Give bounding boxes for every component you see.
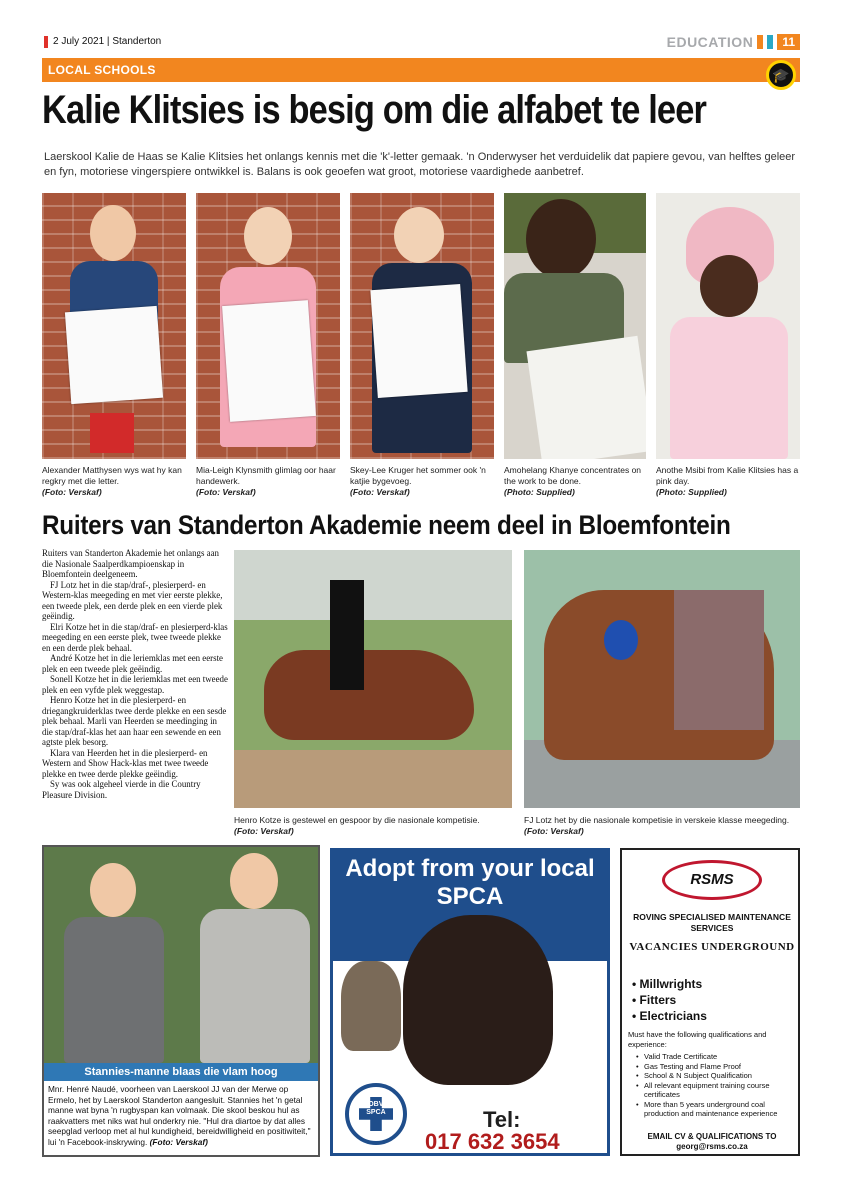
child-face xyxy=(526,199,596,279)
stannies-headline: Stannies-manne blaas die vlam hoog xyxy=(44,1063,318,1081)
rsms-vacancies: VACANCIES UNDERGROUND xyxy=(629,941,795,953)
child-body xyxy=(670,317,788,459)
worksheet xyxy=(526,336,646,459)
spca-logo xyxy=(345,1083,407,1145)
page-number: 11 xyxy=(777,34,800,50)
rsms-email-label: EMAIL CV & QUALIFICATIONS TO xyxy=(647,1132,777,1141)
photo-credit: (Photo: Supplied) xyxy=(656,487,727,497)
riders-headline: Ruiters van Standerton Akademie neem deel in Bloemfontein xyxy=(42,510,731,540)
child-face xyxy=(700,255,758,317)
spca-title: Adopt from your local SPCA xyxy=(345,855,595,910)
man-right-body xyxy=(200,909,310,1063)
paragraph: FJ Lotz het in die stap/draf-, plesierperd- en Western-klas meegeding en met vier eerste plekke, een tweede plek, een derde plek en een vierde plek geëindig. xyxy=(42,579,223,621)
teal-bar-icon xyxy=(767,35,773,49)
section-header xyxy=(667,34,800,50)
photo-credit: (Foto: Verskaf) xyxy=(350,487,410,497)
caption-amohelang xyxy=(504,465,646,498)
list-item: • More than 5 years underground coal production and maintenance experience xyxy=(636,1100,796,1119)
child-legs xyxy=(90,413,134,453)
list-item: • Gas Testing and Flame Proof xyxy=(636,1062,796,1072)
orange-bar-icon xyxy=(757,35,763,49)
list-item: • Fitters xyxy=(632,992,792,1008)
paragraph: Sonell Kotze het in die leriemklas met een tweede plek en een vyfde plek weggestap. xyxy=(42,674,228,695)
spca-logo-text: DBV SPCA xyxy=(366,1101,386,1116)
riders-body xyxy=(42,548,228,800)
caption-text: Anothe Msibi from Kalie Klitsies has a pink day. xyxy=(656,465,799,486)
rsms-qualifications xyxy=(636,1052,796,1119)
photo-credit: (Foto: Verskaf) xyxy=(149,1136,208,1147)
caption-text: Alexander Matthysen wys wat hy kan regkry met die letter. xyxy=(42,465,182,486)
photo-credit: (Foto: Verskaf) xyxy=(42,487,102,497)
cat-image xyxy=(341,961,401,1051)
stands-background xyxy=(234,550,512,620)
rsms-logo-text: RSMS xyxy=(690,871,734,888)
list-item: • Millwrights xyxy=(632,976,792,992)
caption-henro xyxy=(234,815,512,837)
caption-anothe xyxy=(656,465,800,498)
paragraph: Sy was ook algeheel vierde in die Country Pleasure Division. xyxy=(42,779,201,800)
list-item: • Electricians xyxy=(632,1008,792,1024)
photo-credit: (Photo: Supplied) xyxy=(504,487,575,497)
stannies-text xyxy=(48,1084,316,1147)
caption-skey-lee xyxy=(350,465,494,498)
list-item: • Valid Trade Certificate xyxy=(636,1052,796,1062)
spca-advert xyxy=(330,848,610,1156)
caption-mia-leigh xyxy=(196,465,340,498)
letter-k-paper xyxy=(65,306,163,404)
photo-amohelang xyxy=(504,193,646,459)
paragraph: Klara van Heerden het in die plesierperd- en Western and Show Hack-klas met twee tweede plekke en twee derde plekke geëindig. xyxy=(42,747,209,779)
list-item: • All relevant equipment training course certificates xyxy=(636,1081,796,1100)
caption-text: Amohelang Khanye concentrates on the work to be done. xyxy=(504,465,642,486)
child-face xyxy=(90,205,136,261)
photo-alexander xyxy=(42,193,186,459)
page-date: 2 July 2021 | Standerton xyxy=(44,36,161,48)
stannies-body: Mnr. Henré Naudé, voorheen van Laerskool JJ van der Merwe op Ermelo, het by Laerskool Standerton aangesluit. Stannies het 'n getal manne wat byna 'n rugbyspan kan volmaak. Die skool beskou hul as raakvatters met niks wat hul onderkry nie. "Hul dra diartoe by dat alles seepglad verloop met al hul kundigheid, bereidwilligheid en positiwiteit," lui 'n Facebook-inskrywing. xyxy=(48,1084,311,1147)
child-face xyxy=(244,207,292,265)
photo-fj-lotz-horse xyxy=(524,550,800,808)
section-name: EDUCATION xyxy=(666,34,754,50)
rsms-logo xyxy=(662,860,762,900)
article-headline: Kalie Klitsies is besig om die alfabet te leer xyxy=(42,88,707,132)
paragraph: Elri Kotze het in die stap/draf- en plesierperd-klas meegeding en een eerste plek, twee tweede plekke en een derde plek behaal. xyxy=(42,621,228,653)
photo-mia-leigh xyxy=(196,193,340,459)
rsms-email-link[interactable]: georg@rsms.co.za xyxy=(676,1142,748,1151)
article-intro: Laerskool Kalie de Haas se Kalie Klitsies het onlangs kennis met die 'k'-letter gemaak. 'n Onderwyser het verduidelik dat papiere gevou, van helftes geleer en fyn, motoriese vingerspiere ontwikkel is. Balans is ook geoefen wat groot, motoriese vaardighede aanbetref. xyxy=(44,151,796,178)
rosette-icon xyxy=(604,620,638,660)
rider xyxy=(674,590,764,730)
graduation-cap-icon: 🎓 xyxy=(766,60,796,90)
caption-text: FJ Lotz het by die nasionale kompetisie in verskeie klasse meegeding. xyxy=(524,815,790,825)
horse-body xyxy=(264,650,474,740)
rsms-requirements: Must have the following qualifications and experience: xyxy=(628,1030,767,1049)
local-schools-band xyxy=(42,58,800,82)
paragraph: André Kotze het in die leriemklas met een eerste plek en een tweede plek geëindig. xyxy=(42,653,223,674)
letter-k-paper xyxy=(370,284,467,398)
caption-text: Henro Kotze is gestewel en gespoor by die nasionale kompetisie. xyxy=(234,815,480,825)
photo-henro-horse xyxy=(234,550,512,808)
arena-ground xyxy=(234,750,512,808)
photo-skey-lee xyxy=(350,193,494,459)
paragraph: Henro Kotze het in die plesierperd- en driegangkruiderklas twee derde plekke en een sesde plek behaal. Marli van Heerden se meedinging in die stap/draf-klas het aan haar een sewende en een agtste plek besorg. xyxy=(42,695,227,747)
man-right-face xyxy=(230,853,278,909)
caption-alexander xyxy=(42,465,186,498)
caption-text: Skey-Lee Kruger het sommer ook 'n katjie bygevoeg. xyxy=(350,465,486,486)
rsms-advert xyxy=(620,848,800,1156)
photo-anothe xyxy=(656,193,800,459)
rsms-job-list xyxy=(632,976,792,1024)
rsms-email-block xyxy=(628,1132,796,1152)
letter-k-paper xyxy=(222,300,316,422)
caption-fj-lotz xyxy=(524,815,800,837)
spca-tel-label: Tel: xyxy=(483,1107,521,1132)
man-left-face xyxy=(90,863,136,917)
caption-text: Mia-Leigh Klynsmith glimlag oor haar handewerk. xyxy=(196,465,336,486)
photo-credit: (Foto: Verskaf) xyxy=(196,487,256,497)
paragraph: Ruiters van Standerton Akademie het onlangs aan die Nasionale Saalperdkampioenskap in Bloemfontein deelgeneem. xyxy=(42,548,219,579)
rider xyxy=(330,580,364,690)
man-left-body xyxy=(64,917,164,1063)
photo-stannies-men xyxy=(44,847,318,1063)
town-name: Standerton xyxy=(112,36,162,47)
dog-image xyxy=(403,915,553,1085)
photo-credit: (Foto: Verskaf) xyxy=(234,826,294,836)
list-item: • School & N Subject Qualification xyxy=(636,1071,796,1081)
rsms-company-name: ROVING SPECIALISED MAINTENANCE SERVICES xyxy=(633,912,791,933)
issue-date: 2 July 2021 xyxy=(53,36,105,47)
band-label: LOCAL SCHOOLS xyxy=(48,63,156,77)
spca-tel-number: 017 632 3654 xyxy=(425,1129,560,1154)
child-face xyxy=(394,207,444,263)
photo-credit: (Foto: Verskaf) xyxy=(524,826,584,836)
